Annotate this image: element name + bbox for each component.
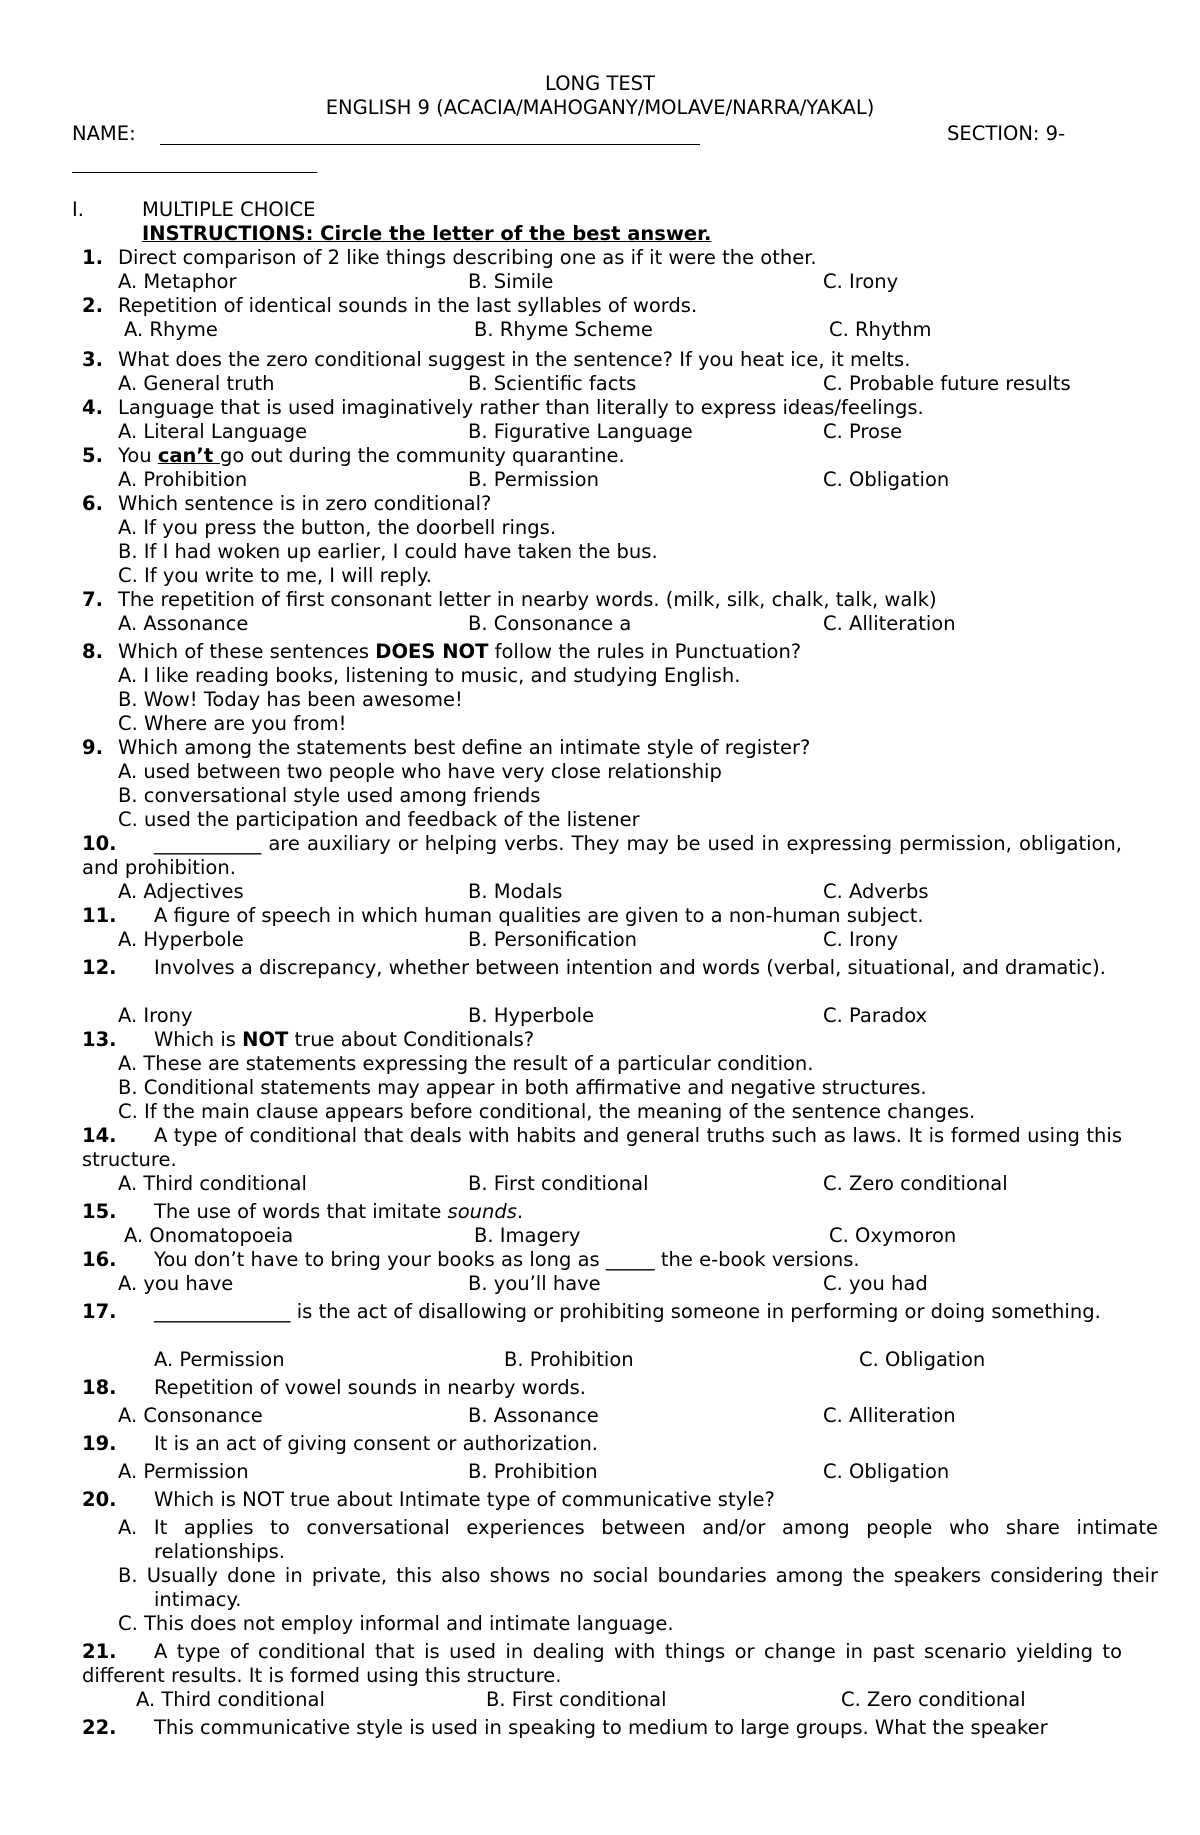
question-number: 21. [82, 1640, 117, 1663]
options-12 [118, 1004, 1118, 1028]
question-number: 10. [82, 832, 117, 855]
option-c[interactable]: C. Rhythm [829, 318, 932, 341]
question-number: 7. [82, 588, 103, 611]
part-heading [72, 198, 1122, 222]
question-text: A type of conditional that is used in dealing with things or change in past scenario yielding to different results. It is formed using this structure. [82, 1640, 1122, 1687]
question-number: 17. [82, 1300, 117, 1323]
name-blank-line[interactable] [160, 144, 700, 145]
option-c[interactable]: C. used the participation and feedback of the listener [118, 808, 640, 831]
option-a[interactable]: A. These are statements expressing the result of a particular condition. [118, 1052, 814, 1075]
options-4 [118, 420, 1118, 444]
option-b[interactable]: B. If I had woken up earlier, I could have taken the bus. [118, 540, 658, 563]
option-b[interactable]: B. Wow! Today has been awesome! [118, 688, 463, 711]
option-b[interactable]: B. Rhyme Scheme [474, 318, 653, 341]
question-number: 20. [82, 1488, 117, 1511]
option-b[interactable]: B. Simile [468, 270, 554, 293]
question-number: 5. [82, 444, 103, 467]
part-title: MULTIPLE CHOICE [142, 198, 316, 221]
question-number: 16. [82, 1248, 117, 1271]
question-text: It is an act of giving consent or authorization. [154, 1432, 599, 1455]
question-text-end: . [516, 1200, 524, 1223]
question-number: 1. [82, 246, 103, 269]
part-number: I. [72, 198, 84, 221]
question-text: Which among the statements best define an intimate style of register? [118, 736, 811, 759]
options-7 [118, 612, 1118, 636]
option-b[interactable]: B. Personification [468, 928, 638, 951]
instructions: INSTRUCTIONS: Circle the letter of the best answer. [142, 222, 712, 245]
question-text-start: The use of words that imitate [154, 1200, 448, 1223]
test-title: LONG TEST [545, 72, 655, 95]
option-c[interactable]: C. Zero conditional [841, 1688, 1026, 1711]
option-c[interactable]: C. you had [823, 1272, 928, 1295]
test-subtitle: ENGLISH 9 (ACACIA/MAHOGANY/MOLAVE/NARRA/YAKAL) [325, 96, 875, 119]
option-b[interactable]: B. Consonance a [468, 612, 632, 635]
question-text: You don’t have to bring your books as long as _____ the e-book versions. [154, 1248, 860, 1271]
question-text: This communicative style is used in speaking to medium to large groups. What the speaker [154, 1716, 1048, 1739]
option-a[interactable]: A. used between two people who have very close relationship [118, 760, 722, 783]
question-emphasis: NOT [242, 1028, 289, 1051]
option-c[interactable]: C. Probable future results [823, 372, 1071, 395]
option-a[interactable]: A. General truth [118, 372, 275, 395]
option-b[interactable]: B. Prohibition [504, 1348, 634, 1371]
question-text-start: Which is [154, 1028, 243, 1051]
question-text: Direct comparison of 2 like things describing one as if it were the other. [118, 246, 817, 269]
option-a[interactable]: A. I like reading books, listening to music, and studying English. [118, 664, 741, 687]
options-15 [124, 1224, 1124, 1248]
section-blank-line[interactable] [72, 172, 317, 173]
question-number: 12. [82, 956, 117, 979]
option-a[interactable]: A. you have [118, 1272, 234, 1295]
option-c[interactable]: C. If you write to me, I will reply. [118, 564, 432, 587]
question-number: 13. [82, 1028, 117, 1051]
question-text: The repetition of first consonant letter in nearby words. (milk, silk, chalk, talk, walk) [118, 588, 937, 611]
option-c[interactable]: C. This does not employ informal and intimate language. [118, 1612, 674, 1635]
option-c[interactable]: C. Irony [823, 928, 899, 951]
question-text-end: true about Conditionals? [288, 1028, 535, 1051]
option-a[interactable]: A. Permission [118, 1460, 249, 1483]
option-a[interactable]: A. Onomatopoeia [124, 1224, 294, 1247]
option-a[interactable]: A. Permission [154, 1348, 285, 1371]
option-c[interactable]: C. Alliteration [823, 612, 956, 635]
option-b[interactable]: B. Permission [468, 468, 599, 491]
question-number: 6. [82, 492, 103, 515]
options-5 [118, 468, 1118, 492]
option-a[interactable]: A. Assonance [118, 612, 249, 635]
option-b[interactable]: B. you’ll have [468, 1272, 601, 1295]
option-c[interactable]: C. Where are you from! [118, 712, 347, 735]
option-a[interactable]: A. Third conditional [118, 1172, 307, 1195]
question-text: Which is NOT true about Intimate type of communicative style? [154, 1488, 775, 1511]
option-a[interactable]: A. Adjectives [118, 880, 244, 903]
option-a[interactable]: A. Consonance [118, 1404, 263, 1427]
option-c[interactable]: C. Oxymoron [829, 1224, 957, 1247]
question-number: 15. [82, 1200, 117, 1223]
options-10 [118, 880, 1118, 904]
option-a[interactable]: A. Literal Language [118, 420, 308, 443]
question-number: 9. [82, 736, 103, 759]
question-text-start: You [118, 444, 158, 467]
option-a[interactable]: A. Hyperbole [118, 928, 244, 951]
question-text: Which sentence is in zero conditional? [118, 492, 492, 515]
section-label: SECTION: 9- [947, 122, 1066, 145]
option-c[interactable]: C. Irony [823, 270, 899, 293]
question-text: Repetition of identical sounds in the last syllables of words. [118, 294, 698, 317]
question-text: Involves a discrepancy, whether between intention and words (verbal, situational, and dramatic). [154, 956, 1106, 979]
question-number: 18. [82, 1376, 117, 1399]
option-b[interactable]: B. Conditional statements may appear in both affirmative and negative structures. [118, 1076, 927, 1099]
options-14 [118, 1172, 1118, 1196]
name-label: NAME: [72, 122, 136, 145]
question-text: ______________ is the act of disallowing or prohibiting someone in performing or doing something. [154, 1300, 1101, 1323]
question-emphasis: DOES NOT [375, 640, 489, 663]
option-b[interactable]: B. Scientific facts [468, 372, 637, 395]
question-number: 11. [82, 904, 117, 927]
option-b[interactable]: B. Modals [468, 880, 563, 903]
option-c[interactable]: C. Prose [823, 420, 903, 443]
options-21 [136, 1688, 1136, 1712]
option-a[interactable]: A. Third conditional [136, 1688, 325, 1711]
option-a[interactable]: A. Prohibition [118, 468, 248, 491]
options-2 [124, 318, 1124, 342]
option-b[interactable]: B. Hyperbole [468, 1004, 595, 1027]
name-row [72, 122, 1122, 148]
options-11 [118, 928, 1118, 952]
option-c[interactable]: C. Paradox [823, 1004, 928, 1027]
option-b[interactable]: B. Assonance [468, 1404, 599, 1427]
question-number: 19. [82, 1432, 117, 1455]
option-b[interactable]: B. Figurative Language [468, 420, 693, 443]
option-a[interactable]: A. Metaphor [118, 270, 237, 293]
question-text: A figure of speech in which human qualities are given to a non-human subject. [154, 904, 924, 927]
options-19 [118, 1460, 1118, 1484]
option-a[interactable]: A. It applies to conversational experiences between and/or among people who share intimate relationships. [118, 1516, 1158, 1563]
option-b[interactable]: B. Usually done in private, this also shows no social boundaries among the speakers considering their intimacy. [118, 1564, 1158, 1611]
question-text-end: go out during the community quarantine. [219, 444, 625, 467]
question-text: A type of conditional that deals with habits and general truths such as laws. It is formed using this structure. [82, 1124, 1122, 1171]
options-3 [118, 372, 1118, 396]
question-text-start: Which of these sentences [118, 640, 376, 663]
options-17 [154, 1348, 1154, 1372]
question-text-end: follow the rules in Punctuation? [488, 640, 802, 663]
question-number: 3. [82, 348, 103, 371]
option-b[interactable]: B. conversational style used among friends [118, 784, 541, 807]
option-c[interactable]: C. Obligation [823, 1460, 950, 1483]
question-text: What does the zero conditional suggest in the sentence? If you heat ice, it melts. [118, 348, 911, 371]
option-c[interactable]: C. Zero conditional [823, 1172, 1008, 1195]
option-c[interactable]: C. Alliteration [823, 1404, 956, 1427]
question-number: 8. [82, 640, 103, 663]
option-b[interactable]: B. First conditional [468, 1172, 649, 1195]
question-number: 4. [82, 396, 103, 419]
option-a[interactable]: A. If you press the button, the doorbell rings. [118, 516, 557, 539]
question-text: ___________ are auxiliary or helping verbs. They may be used in expressing permission, obligation, and prohibition. [82, 832, 1122, 879]
question-number: 2. [82, 294, 103, 317]
option-a[interactable]: A. Irony [118, 1004, 193, 1027]
option-b[interactable]: B. Imagery [474, 1224, 581, 1247]
option-b[interactable]: B. Prohibition [468, 1460, 598, 1483]
options-18 [118, 1404, 1118, 1428]
options-1 [118, 270, 1118, 294]
question-emphasis: can’t [157, 444, 220, 467]
option-a[interactable]: A. Rhyme [124, 318, 218, 341]
question-number: 22. [82, 1716, 117, 1739]
option-b[interactable]: B. First conditional [486, 1688, 667, 1711]
question-emphasis: sounds [447, 1200, 517, 1223]
option-c[interactable]: C. Obligation [823, 468, 950, 491]
question-number: 14. [82, 1124, 117, 1147]
option-c[interactable]: C. Adverbs [823, 880, 929, 903]
question-text: Language that is used imaginatively rather than literally to express ideas/feelings. [118, 396, 924, 419]
question-text: Repetition of vowel sounds in nearby words. [154, 1376, 586, 1399]
options-16 [118, 1272, 1118, 1296]
option-c[interactable]: C. Obligation [859, 1348, 986, 1371]
option-c[interactable]: C. If the main clause appears before conditional, the meaning of the sentence changes. [118, 1100, 976, 1123]
